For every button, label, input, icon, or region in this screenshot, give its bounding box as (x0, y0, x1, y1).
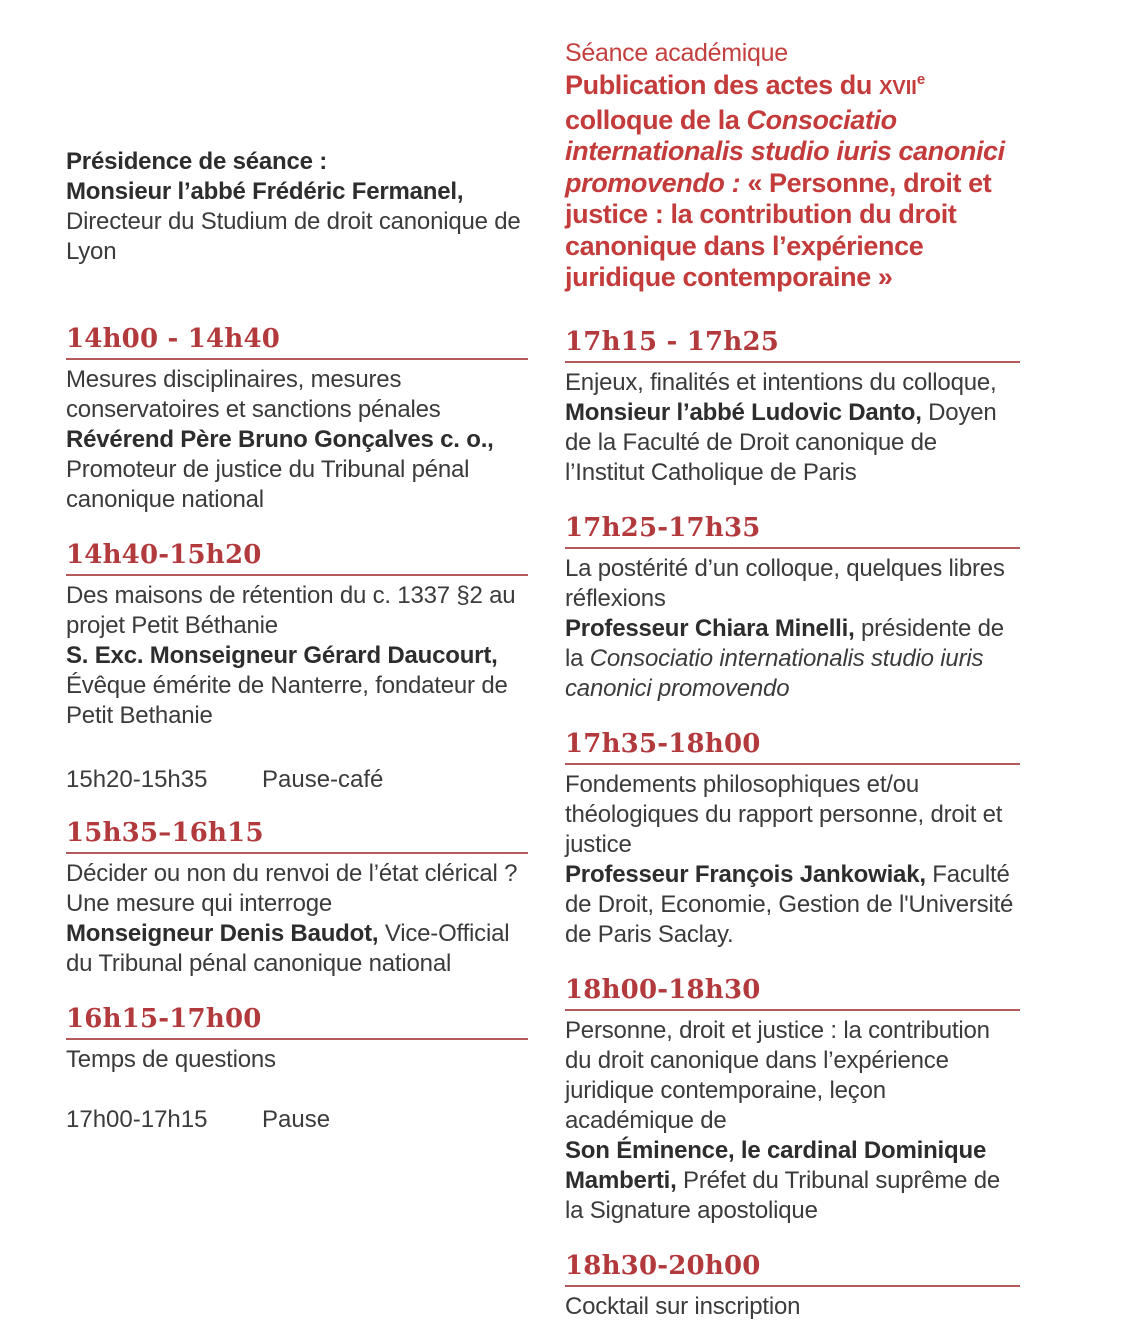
session-time: 14h00 - 14h40 (66, 325, 528, 360)
session-time: 18h00-18h30 (565, 976, 1020, 1011)
session-topic: Des maisons de rétention du c. 1337 §2 au projet Petit Béthanie S. Exc. Monseigneur Gérard Daucourt, Évêque émérite de Nanterre, fondateur de Petit Bethanie (66, 582, 516, 729)
speaker-role: Évêque émérite de Nanterre, fondateur de Petit Bethanie (66, 672, 508, 729)
presidency-label (66, 147, 528, 177)
session-time: 17h35-18h00 (565, 730, 1020, 765)
pause-time: 15h20-15h35 (66, 766, 208, 793)
title-numeral-suffix: e (916, 72, 925, 88)
academic-session-title (565, 70, 1020, 294)
speaker-name: Révérend Père Bruno Gonçalves c. o., (66, 426, 494, 453)
title-latin-name: Consociatio internationalis studio iuris canonici promovendo : (565, 104, 1005, 198)
title-roman-numeral: XVII (879, 77, 917, 99)
pause-row (66, 1105, 528, 1135)
speaker-role: Faculté de Droit, Economie, Gestion de l'Université de Paris Saclay. (565, 860, 1014, 948)
speaker-name: S. Exc. Monseigneur Gérard Daucourt, (66, 642, 498, 669)
speaker-role: Doyen de la Faculté de Droit canonique de l’Institut Catholique de Paris (565, 398, 997, 486)
pause-time: 17h00-17h15 (66, 1106, 208, 1133)
title-seg1: Publication des actes du (565, 70, 880, 100)
presidency-name: Monsieur l’abbé Frédéric Fermanel, (66, 178, 464, 205)
session-17h35 (565, 730, 1020, 950)
session-16h15 (66, 1005, 528, 1075)
section-kicker: Séance académique (565, 39, 788, 67)
session-topic: Mesures disciplinaires, mesures conservatoires et sanctions pénales Révérend Père Bruno Gonçalves c. o., Promoteur de justice du Tribunal pénal canonique national (66, 366, 494, 513)
session-time: 16h15-17h00 (66, 1005, 528, 1040)
session-time: 14h40-15h20 (66, 541, 528, 576)
session-17h15 (565, 328, 1020, 488)
speaker-name: Monseigneur Denis Baudot, (66, 920, 379, 947)
speaker-role: Préfet du Tribunal suprême de la Signature apostolique (565, 1166, 1001, 1224)
right-column (565, 38, 1020, 1322)
speaker-role-latin: Consociatio internationalis studio iuris canonici promovendo (565, 644, 984, 702)
session-14h00 (66, 325, 528, 515)
session-17h25 (565, 514, 1020, 704)
session-18h30 (565, 1252, 1020, 1322)
session-time: 18h30-20h00 (565, 1252, 1020, 1287)
title-seg2: colloque de la (565, 104, 747, 135)
speaker-name: Professeur François Jankowiak, (565, 860, 926, 888)
presidency-name-role (66, 177, 528, 267)
speaker-role: Promoteur de justice du Tribunal pénal canonique national (66, 456, 470, 513)
session-topic: La postérité d’un colloque, quelques libres réflexions Professeur Chiara Minelli, présidente de la Consociatio internationalis studio iuris canonici promovendo (565, 554, 1005, 702)
pause-cafe-row (66, 765, 528, 795)
session-topic: Enjeux, finalités et intentions du colloque, Monsieur l’abbé Ludovic Danto, Doyen de la Faculté de Droit canonique de l’Institut Catholique de Paris (565, 368, 997, 486)
title-seg3: « Personne, droit et justice : la contribution du droit canonique dans l’expérience juridique contemporaine » (565, 167, 992, 292)
session-time: 17h25-17h35 (565, 514, 1020, 549)
session-topic: Décider ou non du renvoi de l’état clérical ? Une mesure qui interroge Monseigneur Denis Baudot, Vice-Official du Tribunal pénal canonique national (66, 860, 518, 977)
pause-label: Pause-café (262, 766, 384, 793)
session-18h00 (565, 976, 1020, 1226)
pause-label: Pause (262, 1106, 331, 1133)
session-15h35 (66, 819, 528, 979)
presidency-label-text: Présidence de séance : (66, 148, 328, 175)
speaker-name: Monsieur l’abbé Ludovic Danto, (565, 398, 922, 426)
session-time: 17h15 - 17h25 (565, 328, 1020, 363)
speaker-name: Son Éminence, le cardinal Dominique Mamberti, (565, 1136, 987, 1194)
session-topic: Temps de questions (66, 1046, 276, 1073)
presidency-role: Directeur du Studium de droit canonique de Lyon (66, 208, 521, 265)
left-column (66, 147, 528, 1135)
presidency-block (66, 147, 528, 267)
session-time: 15h35–16h15 (66, 819, 528, 854)
speaker-name: Professeur Chiara Minelli, (565, 614, 855, 642)
session-topic: Cocktail sur inscription (565, 1292, 801, 1320)
session-topic: Personne, droit et justice : la contribution du droit canonique dans l’expérience juridique contemporaine, leçon académique de Son Éminence, le cardinal Dominique Mamberti, Préfet du Tribunal suprême de la Signature apostolique (565, 1016, 1001, 1224)
session-14h40 (66, 541, 528, 731)
speaker-role-prefix: présidente de la (565, 614, 1004, 672)
speaker-role: Vice-Official du Tribunal pénal canonique national (66, 920, 510, 977)
session-topic: Fondements philosophiques et/ou théologiques du rapport personne, droit et justice Professeur François Jankowiak, Faculté de Droit, Economie, Gestion de l'Université de Paris Saclay. (565, 770, 1014, 948)
